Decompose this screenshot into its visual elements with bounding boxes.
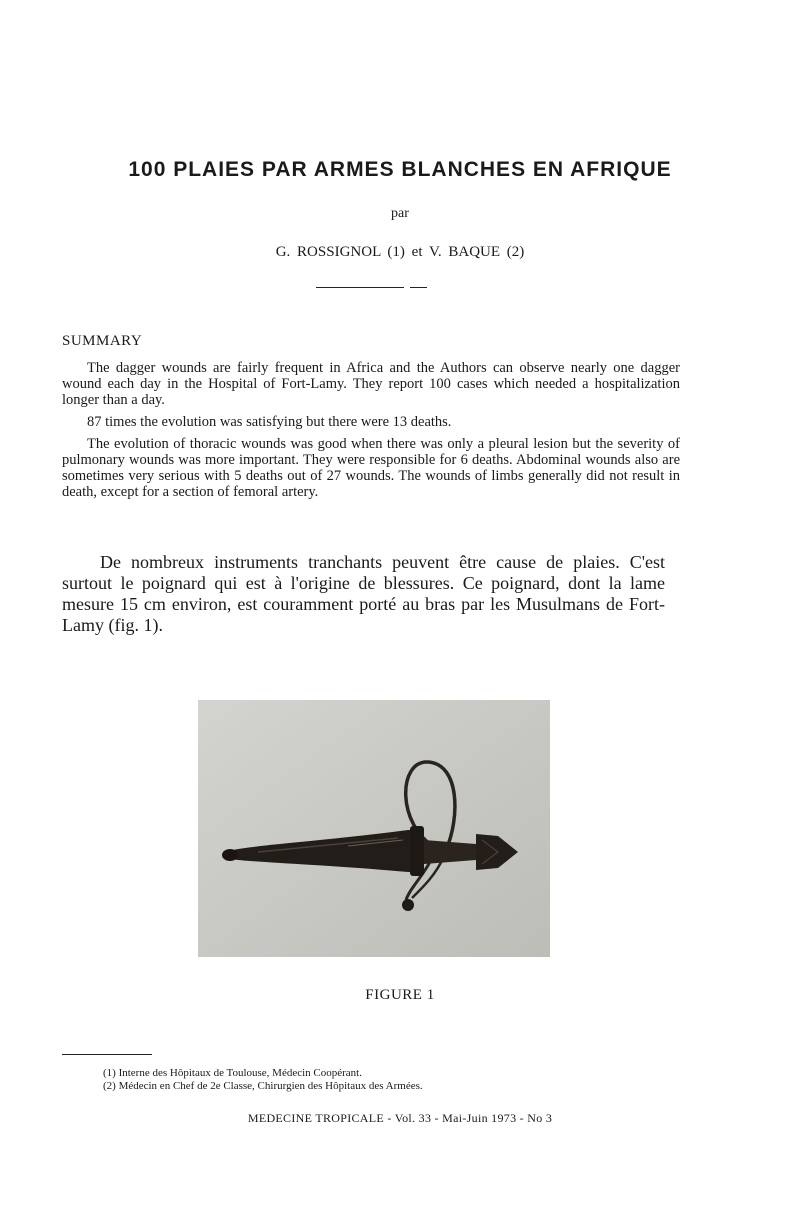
footnote-divider [62, 1054, 152, 1055]
article-title: 100 PLAIES PAR ARMES BLANCHES EN AFRIQUE [128, 158, 672, 181]
summary-paragraph: The dagger wounds are fairly frequent in Africa and the Authors can observe nearly one dagger wound each day in the Hospital of Fort-Lamy. They report 100 cases which needed a hospitalization longer than a day. [62, 360, 680, 408]
figure-photo [198, 700, 550, 957]
footnotes [103, 1067, 423, 1093]
title-divider [316, 287, 404, 288]
byline: par [391, 206, 409, 221]
summary-paragraph: The evolution of thoracic wounds was good when there was only a pleural lesion but the severity of pulmonary wounds was more important. They were responsible for 6 deaths. Abdominal wounds also are sometimes very serious with 5 deaths out of 27 wounds. The wounds of limbs generally did not result in death, except for a section of femoral artery. [62, 436, 680, 500]
summary-heading: SUMMARY [62, 333, 143, 349]
intro-paragraph: De nombreux instruments tranchants peuvent être cause de plaies. C'est surtout le poignard qui est à l'origine de blessures. Ce poignard, dont la lame mesure 15 cm environ, est couramment porté au bras par les Musulmans de Fort-Lamy (fig. 1). [62, 552, 665, 635]
authors: G. ROSSIGNOL (1) et V. BAQUE (2) [275, 244, 525, 260]
footnote-1: (1) Interne des Hôpitaux de Toulouse, Médecin Coopérant. [103, 1067, 362, 1079]
summary-paragraph: 87 times the evolution was satisfying but there were 13 deaths. [87, 414, 452, 430]
summary-body [62, 360, 680, 506]
journal-footer: MEDECINE TROPICALE - Vol. 33 - Mai-Juin 1973 - No 3 [247, 1111, 553, 1125]
title-divider-short [410, 287, 427, 288]
footnote-2: (2) Médecin en Chef de 2e Classe, Chirurgien des Hôpitaux des Armées. [103, 1080, 423, 1092]
dagger-photo-icon [198, 700, 550, 957]
figure-caption: FIGURE 1 [365, 987, 435, 1003]
